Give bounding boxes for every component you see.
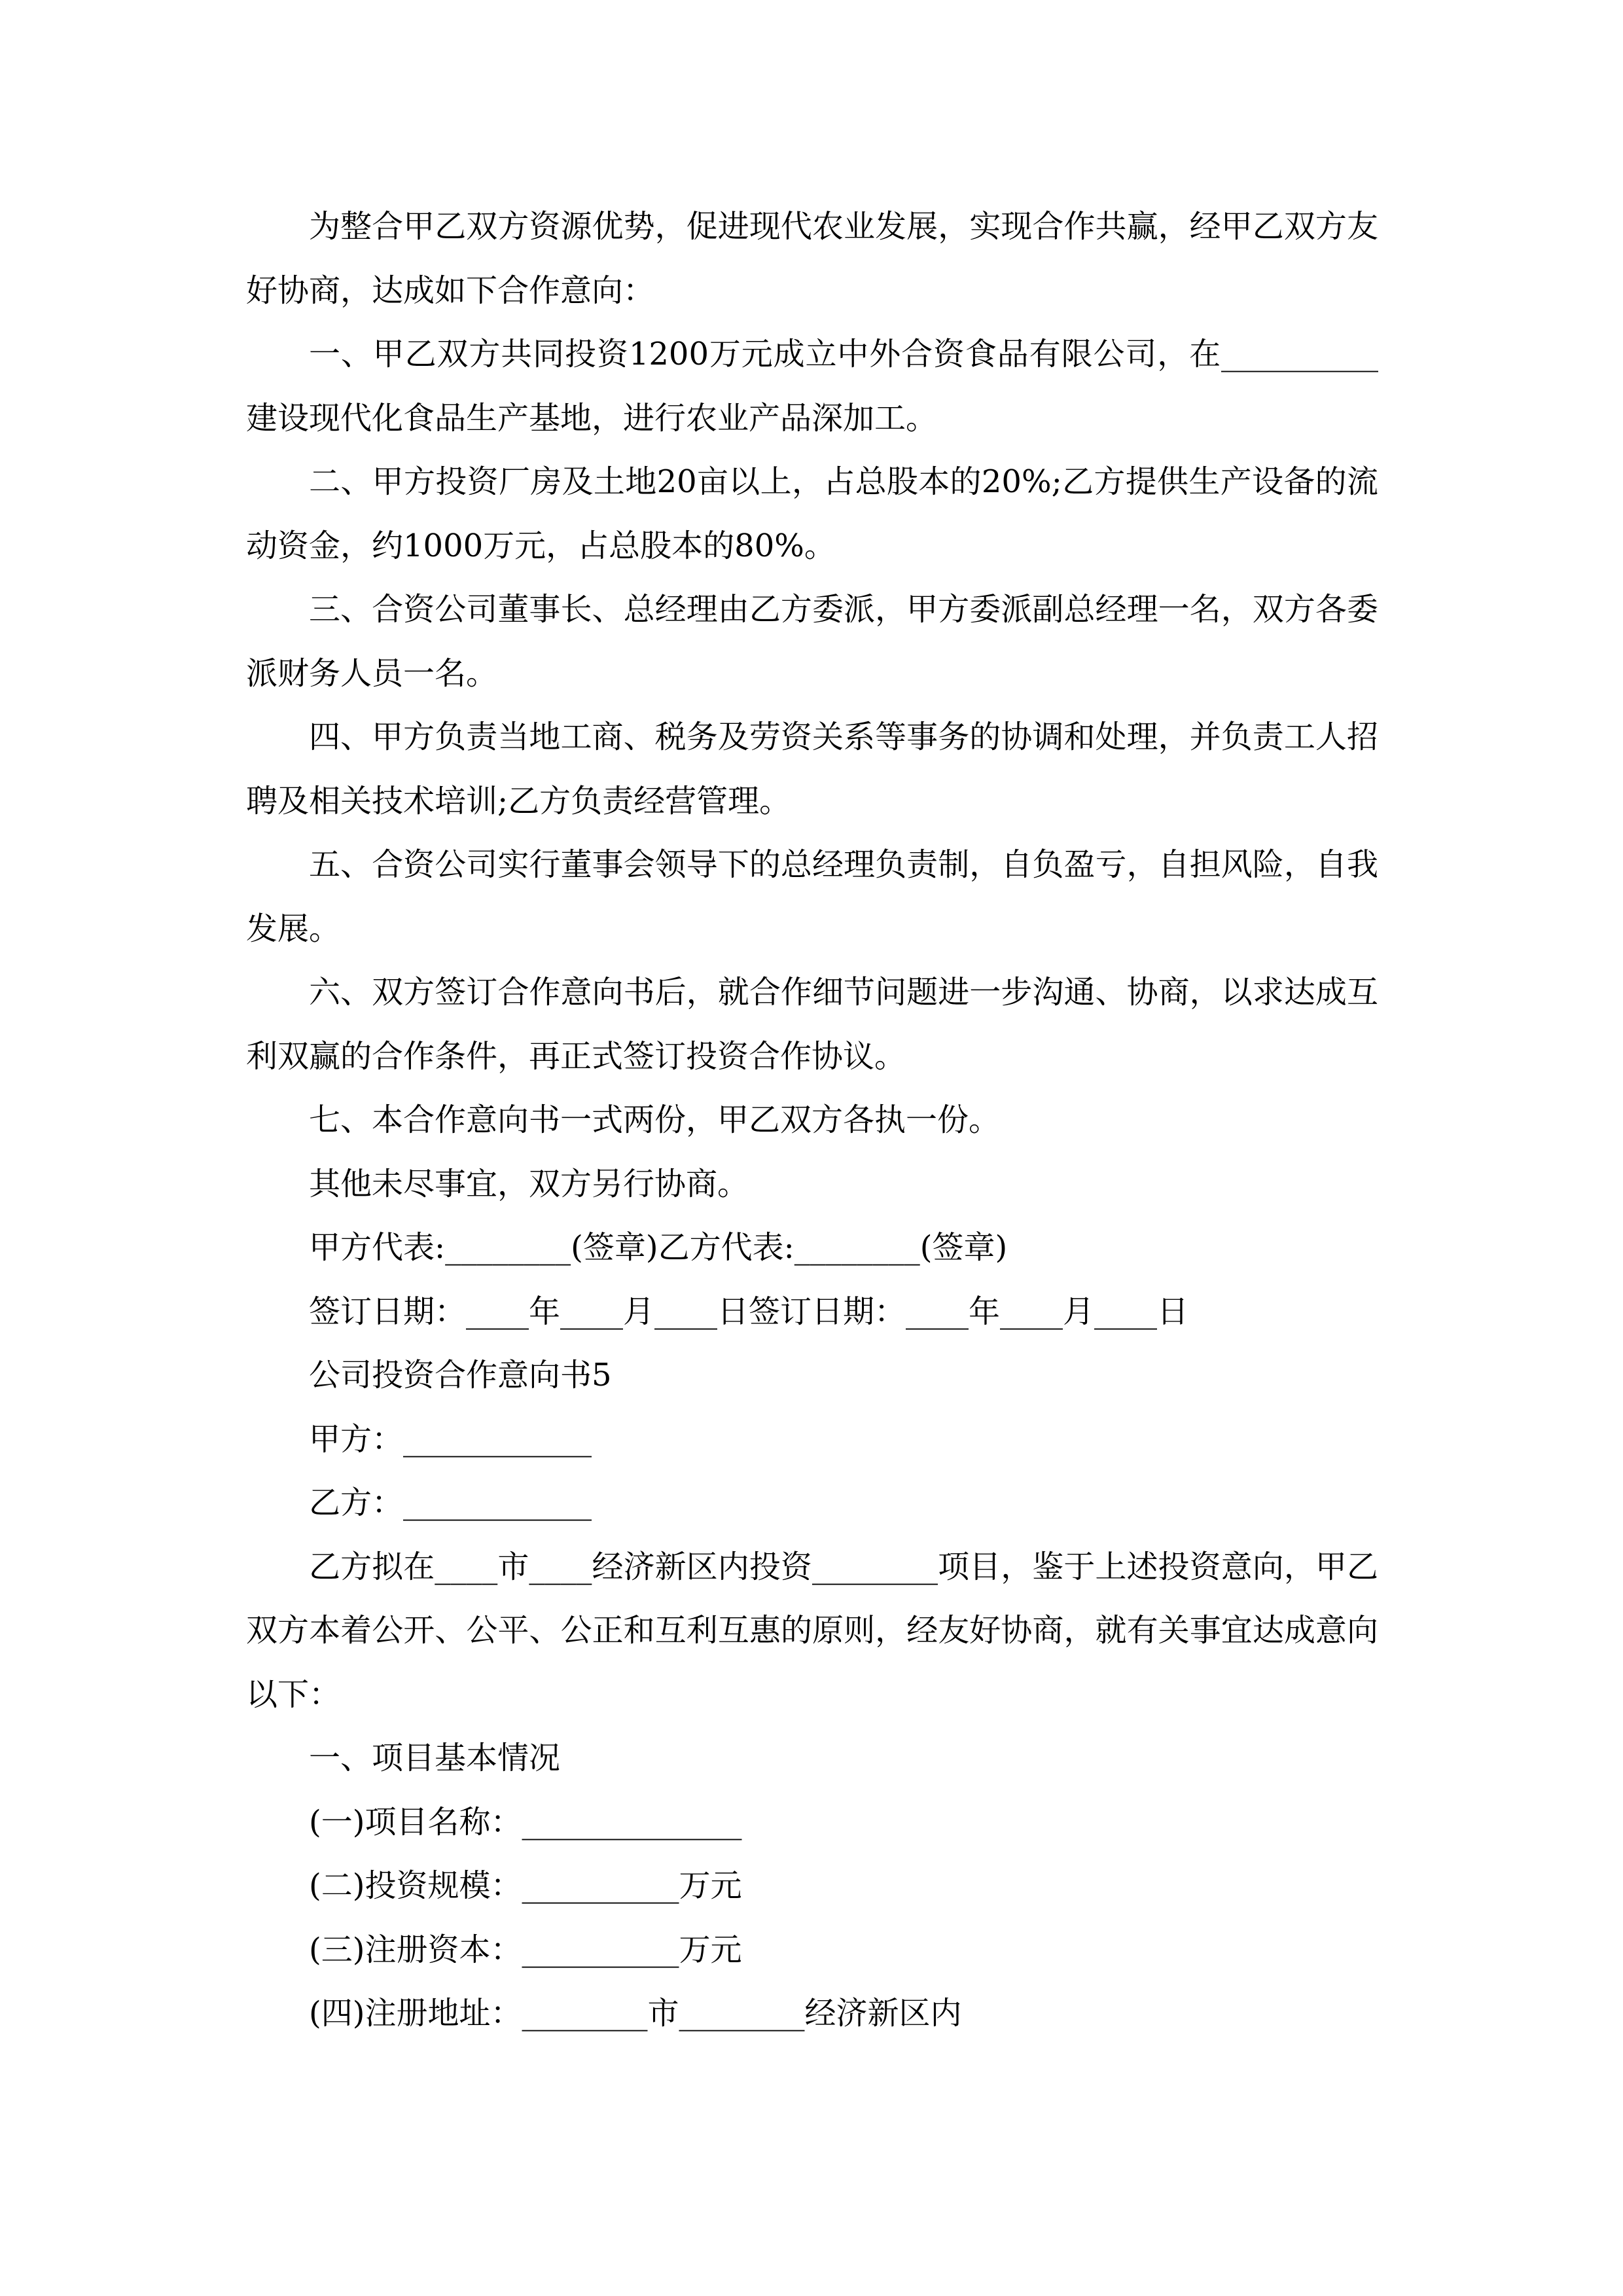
clause-5-paragraph: 五、合资公司实行董事会领导下的总经理负责制，自负盈亏，自担风险，自我发展。 — [246, 846, 1378, 947]
clause-3-paragraph: 三、合资公司董事长、总经理由乙方委派，甲方委派副总经理一名，双方各委派财务人员一名。 — [246, 591, 1378, 692]
investment-scale-line: (二)投资规模：__________万元 — [309, 1867, 742, 1904]
clause-1-paragraph: 一、甲乙双方共同投资1200万元成立中外合资食品有限公司，在__________建设现代化食品生产基地，进行农业产品深加工。 — [246, 336, 1378, 437]
registered-address-line: (四)注册地址：________市________经济新区内 — [309, 1995, 962, 2032]
clause-7-paragraph: 七、本合作意向书一式两份，甲乙双方各执一份。 — [309, 1102, 1001, 1138]
clause-4-paragraph: 四、甲方负责当地工商、税务及劳资关系等事务的协调和处理，并负责工人招聘及相关技术培训;乙方负责经营管理。 — [246, 719, 1378, 819]
document-body — [246, 195, 1378, 2046]
other-matters-paragraph: 其他未尽事宜，双方另行协商。 — [309, 1165, 749, 1202]
clause-6-paragraph: 六、双方签订合作意向书后，就合作细节问题进一步沟通、协商，以求达成互利双赢的合作条件，再正式签订投资合作协议。 — [246, 974, 1378, 1075]
signing-date-line: 签订日期：____年____月____日签订日期：____年____月____日 — [309, 1293, 1189, 1330]
project-basics-heading: 一、项目基本情况 — [309, 1740, 561, 1776]
party-b-line: 乙方：____________ — [309, 1484, 592, 1521]
party-a-line: 甲方：____________ — [309, 1420, 592, 1458]
section-title: 公司投资合作意向书5 — [309, 1357, 612, 1393]
intro-paragraph: 为整合甲乙双方资源优势，促进现代农业发展，实现合作共赢，经甲乙双方友好协商，达成如下合作意向： — [246, 208, 1378, 309]
representatives-line: 甲方代表:________(签章)乙方代表:________(签章) — [309, 1229, 1008, 1266]
registered-capital-line: (三)注册资本：__________万元 — [309, 1931, 742, 1968]
clause-2-paragraph: 二、甲方投资厂房及土地20亩以上，占总股本的20%;乙方提供生产设备的流动资金，约1000万元，占总股本的80%。 — [246, 463, 1378, 564]
project-name-line: (一)项目名称：______________ — [309, 1803, 742, 1840]
investment-intent-paragraph: 乙方拟在____市____经济新区内投资________项目，鉴于上述投资意向，甲乙双方本着公开、公平、公正和互利互惠的原则，经友好协商，就有关事宜达成意向以下： — [246, 1548, 1378, 1713]
